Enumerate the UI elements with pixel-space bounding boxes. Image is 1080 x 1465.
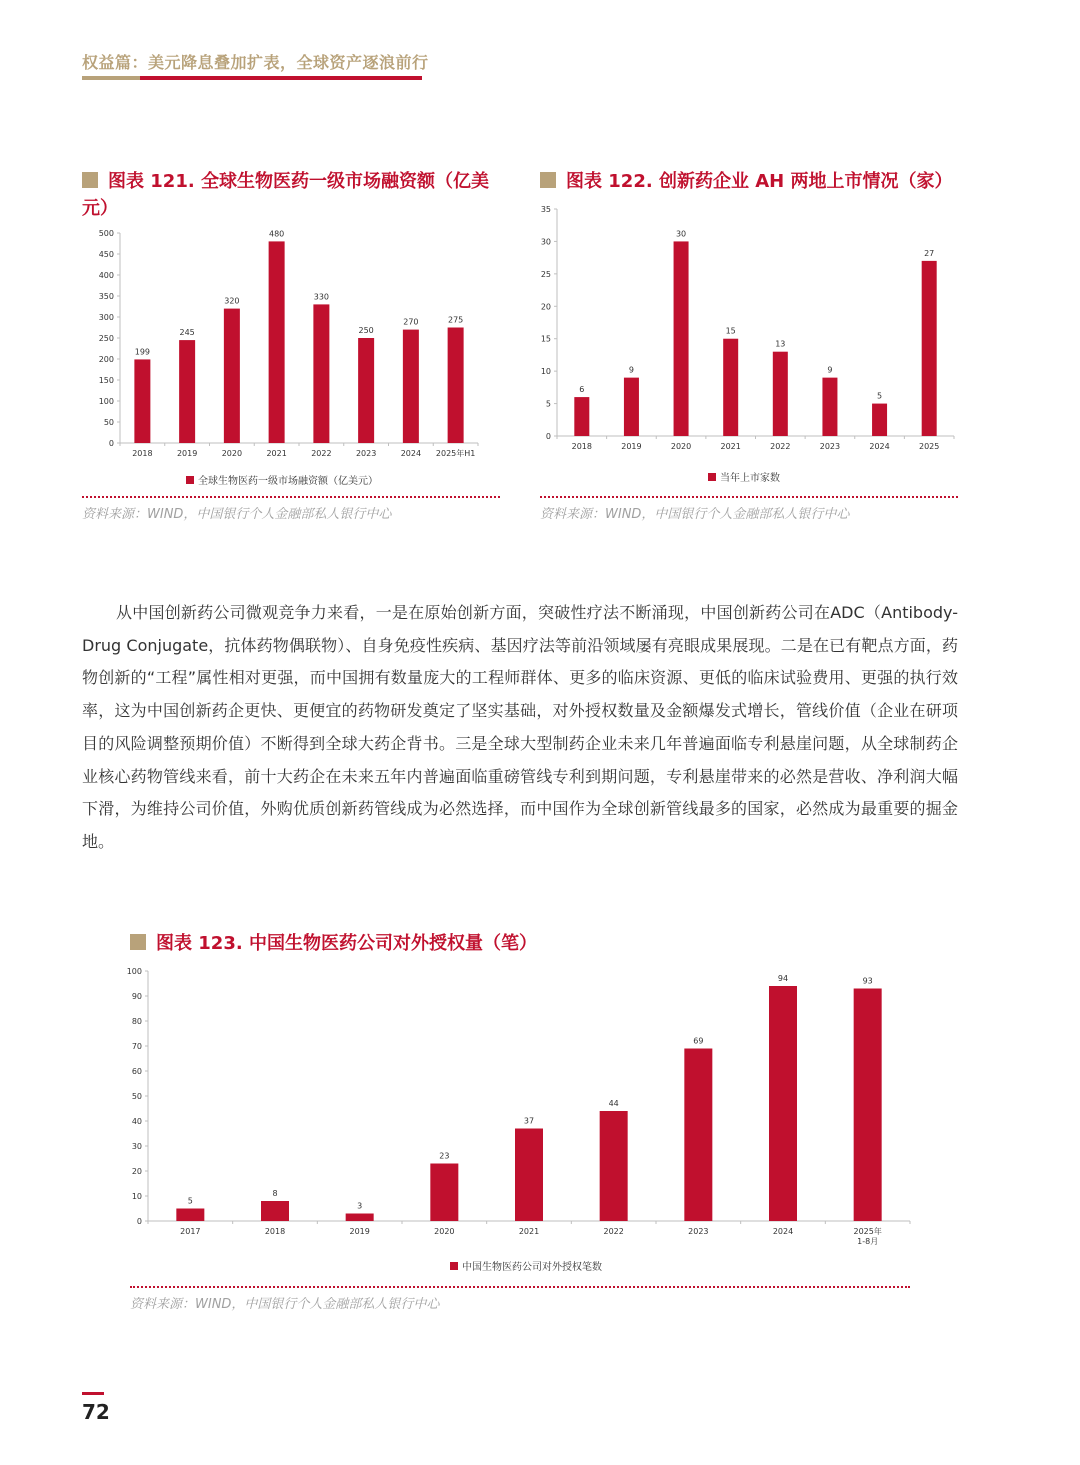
chart-122-title <box>540 168 960 195</box>
y-tick-label: 0 <box>108 439 114 448</box>
x-tick-label: 2021 <box>266 449 287 458</box>
bar-value-label: 93 <box>862 976 873 986</box>
bar <box>179 340 195 443</box>
bar-value-label: 5 <box>187 1196 193 1206</box>
x-tick-label: 2019 <box>349 1227 370 1236</box>
x-tick-label: 2022 <box>770 442 791 451</box>
y-tick-label: 40 <box>131 1117 142 1126</box>
y-tick-label: 500 <box>98 229 114 238</box>
y-tick-label: 100 <box>98 397 114 406</box>
x-tick-label: 2023 <box>819 442 841 451</box>
y-tick-label: 450 <box>98 250 114 259</box>
bar-value-label: 44 <box>608 1099 619 1108</box>
bar-value-label: 30 <box>675 229 687 239</box>
bar <box>224 309 240 443</box>
bar <box>448 328 464 444</box>
x-tick-label: 2017 <box>180 1227 201 1236</box>
bar <box>134 359 150 443</box>
y-tick-label: 0 <box>545 432 551 441</box>
legend-swatch-icon <box>450 1262 458 1270</box>
bar <box>854 989 882 1222</box>
y-tick-label: 30 <box>540 237 551 247</box>
bar <box>358 338 374 443</box>
chart-123-plot <box>120 962 920 1252</box>
x-tick-label: 2025 <box>919 442 940 451</box>
x-tick-label: 2022 <box>603 1227 624 1236</box>
bar <box>624 378 639 436</box>
y-tick-label: 25 <box>540 269 551 279</box>
bar-value-label: 13 <box>775 339 786 349</box>
x-tick-label: 2018 <box>264 1227 286 1236</box>
y-tick-label: 5 <box>545 399 551 409</box>
bar-value-label: 27 <box>924 248 935 258</box>
chart-123-dotted-rule <box>130 1286 910 1288</box>
chart-121-title-text: 图表 121. 全球生物医药一级市场融资额（亿美元） <box>82 171 489 219</box>
bar <box>176 1209 204 1222</box>
bar <box>600 1111 628 1221</box>
y-tick-label: 350 <box>98 292 114 301</box>
bar <box>430 1164 458 1222</box>
x-tick-label: 2019 <box>176 449 198 458</box>
bar-value-label: 9 <box>628 365 634 375</box>
chart-121-legend <box>186 472 378 487</box>
x-tick-label: 2024 <box>869 442 890 451</box>
y-tick-label: 10 <box>540 367 551 377</box>
y-tick-label: 100 <box>126 967 142 976</box>
bar-value-label: 270 <box>403 317 419 327</box>
bar-value-label: 15 <box>725 326 736 336</box>
y-tick-label: 80 <box>131 1017 142 1026</box>
page-number-rule <box>82 1392 104 1395</box>
y-tick-label: 60 <box>131 1067 142 1076</box>
y-tick-label: 15 <box>540 334 551 344</box>
x-tick-label: 2019 <box>621 442 642 451</box>
chart-122-source: 资料来源：WIND，中国银行个人金融部私人银行中心 <box>540 507 850 522</box>
chart-121-title <box>82 168 502 222</box>
x-tick-label: 2020 <box>670 442 692 451</box>
bar-value-label: 6 <box>579 385 585 395</box>
chart-121-source: 资料来源：WIND，中国银行个人金融部私人银行中心 <box>82 507 392 522</box>
bar <box>346 1214 374 1222</box>
y-tick-label: 150 <box>98 376 114 385</box>
y-tick-label: 20 <box>131 1167 142 1176</box>
bar-value-label: 330 <box>313 292 330 302</box>
x-tick-label: 2021 <box>720 442 741 451</box>
y-tick-label: 90 <box>131 992 142 1001</box>
title-marker-icon <box>82 172 98 188</box>
header-title: 权益篇：美元降息叠加扩表，全球资产逐浪前行 <box>82 53 429 72</box>
chart-123-legend-label: 中国生物医药公司对外授权笔数 <box>462 1262 602 1273</box>
x-tick-label: 2020 <box>434 1227 455 1236</box>
header-rule-gold <box>82 76 140 80</box>
bar-value-label: 275 <box>447 315 464 325</box>
bar-value-label: 480 <box>268 229 285 239</box>
chart-123-source: 资料来源：WIND，中国银行个人金融部私人银行中心 <box>130 1297 440 1312</box>
chart-122-legend-label: 当年上市家数 <box>720 473 780 484</box>
y-tick-label: 50 <box>131 1092 142 1101</box>
bar-value-label: 23 <box>439 1151 450 1161</box>
y-tick-label: 70 <box>131 1042 142 1051</box>
chart-121-plot <box>82 222 502 462</box>
bar <box>872 404 887 436</box>
x-tick-label: 2018 <box>132 449 153 458</box>
y-tick-label: 200 <box>98 355 114 364</box>
x-tick-label: 2024 <box>400 449 422 458</box>
chart-122-plot <box>530 198 960 460</box>
bar <box>403 330 419 443</box>
bar-value-label: 245 <box>179 328 195 338</box>
x-tick-label: 2023 <box>355 449 377 458</box>
page-number: 72 <box>82 1400 110 1424</box>
bar-value-label: 5 <box>877 391 883 401</box>
bar <box>922 261 937 436</box>
y-tick-label: 50 <box>103 418 114 427</box>
x-tick-label: 2023 <box>688 1227 709 1236</box>
bar <box>769 986 797 1221</box>
bar-value-label: 199 <box>134 347 151 357</box>
y-tick-label: 30 <box>131 1142 142 1151</box>
bar <box>313 304 329 443</box>
header-rule-red <box>140 76 422 80</box>
x-tick-label: 1-8月 <box>857 1237 879 1246</box>
bar-value-label: 9 <box>827 365 833 375</box>
y-tick-label: 0 <box>136 1217 142 1226</box>
chart-121-legend-label: 全球生物医药一级市场融资额（亿美元） <box>198 476 378 487</box>
y-tick-label: 400 <box>98 271 114 280</box>
x-tick-label: 2024 <box>772 1227 794 1236</box>
bar <box>574 397 589 436</box>
x-tick-label: 2025年H1 <box>435 449 476 458</box>
chart-121-dotted-rule <box>82 496 500 498</box>
bar <box>684 1049 712 1222</box>
bar-value-label: 69 <box>693 1036 704 1046</box>
bar-value-label: 3 <box>357 1201 363 1211</box>
chart-122-legend <box>708 469 780 484</box>
bar <box>773 352 788 436</box>
bar-value-label: 94 <box>777 974 789 983</box>
chart-122-title-text: 图表 122. 创新药企业 AH 两地上市情况（家） <box>566 171 953 192</box>
x-tick-label: 2022 <box>311 449 332 458</box>
y-tick-label: 300 <box>98 313 114 322</box>
chart-123-legend <box>450 1258 602 1273</box>
bar <box>261 1201 289 1221</box>
legend-swatch-icon <box>708 473 716 481</box>
bar <box>723 339 738 436</box>
title-marker-icon <box>130 934 146 950</box>
x-tick-label: 2018 <box>571 442 592 451</box>
bar <box>269 241 285 443</box>
bar <box>822 378 837 436</box>
chart-123-title-text: 图表 123. 中国生物医药公司对外授权量（笔） <box>156 933 537 954</box>
chart-123-title <box>130 930 830 957</box>
y-tick-label: 20 <box>540 302 551 312</box>
bar-value-label: 8 <box>272 1189 278 1198</box>
bar <box>674 241 689 436</box>
legend-swatch-icon <box>186 476 194 484</box>
x-tick-label: 2020 <box>221 449 243 458</box>
bar <box>515 1129 543 1222</box>
bar-value-label: 250 <box>358 326 374 335</box>
bar-value-label: 37 <box>523 1116 535 1126</box>
y-tick-label: 250 <box>98 334 114 343</box>
x-tick-label: 2025年 <box>853 1227 882 1236</box>
y-tick-label: 10 <box>131 1192 142 1201</box>
body-paragraph: 从中国创新药公司微观竞争力来看，一是在原始创新方面，突破性疗法不断涌现，中国创新药公司在ADC（Antibody-Drug Conjugate，抗体药物偶联物）、自身免疫性疾病、基因疗法等前沿领域屡有亮眼成果展现。二是在已有靶点方面，药物创新的“工程”属性相对更强，而中国拥有数量庞大的工程师群体、更多的临床资源、更低的临床试验费用、更强的执行效率，这为中国创新药企更快、更便宜的药物研发奠定了坚实基础，对外授权数量及金额爆发式增长，管线价值（企业在研项目的风险调整预期价值）不断得到全球大药企背书。三是全球大型制药企业未来几年普遍面临专利悬崖问题，从全球制药企业核心药物管线来看，前十大药企在未来五年内普遍面临重磅管线专利到期问题，专利悬崖带来的必然是营收、净利润大幅下滑，为维持公司价值，外购优质创新药管线成为必然选择，而中国作为全球创新管线最多的国家，必然成为最重要的掘金地。 <box>82 603 958 851</box>
title-marker-icon <box>540 172 556 188</box>
x-tick-label: 2021 <box>518 1227 540 1236</box>
y-tick-label: 35 <box>540 205 551 214</box>
chart-122-dotted-rule <box>540 496 958 498</box>
bar-value-label: 320 <box>224 296 240 306</box>
